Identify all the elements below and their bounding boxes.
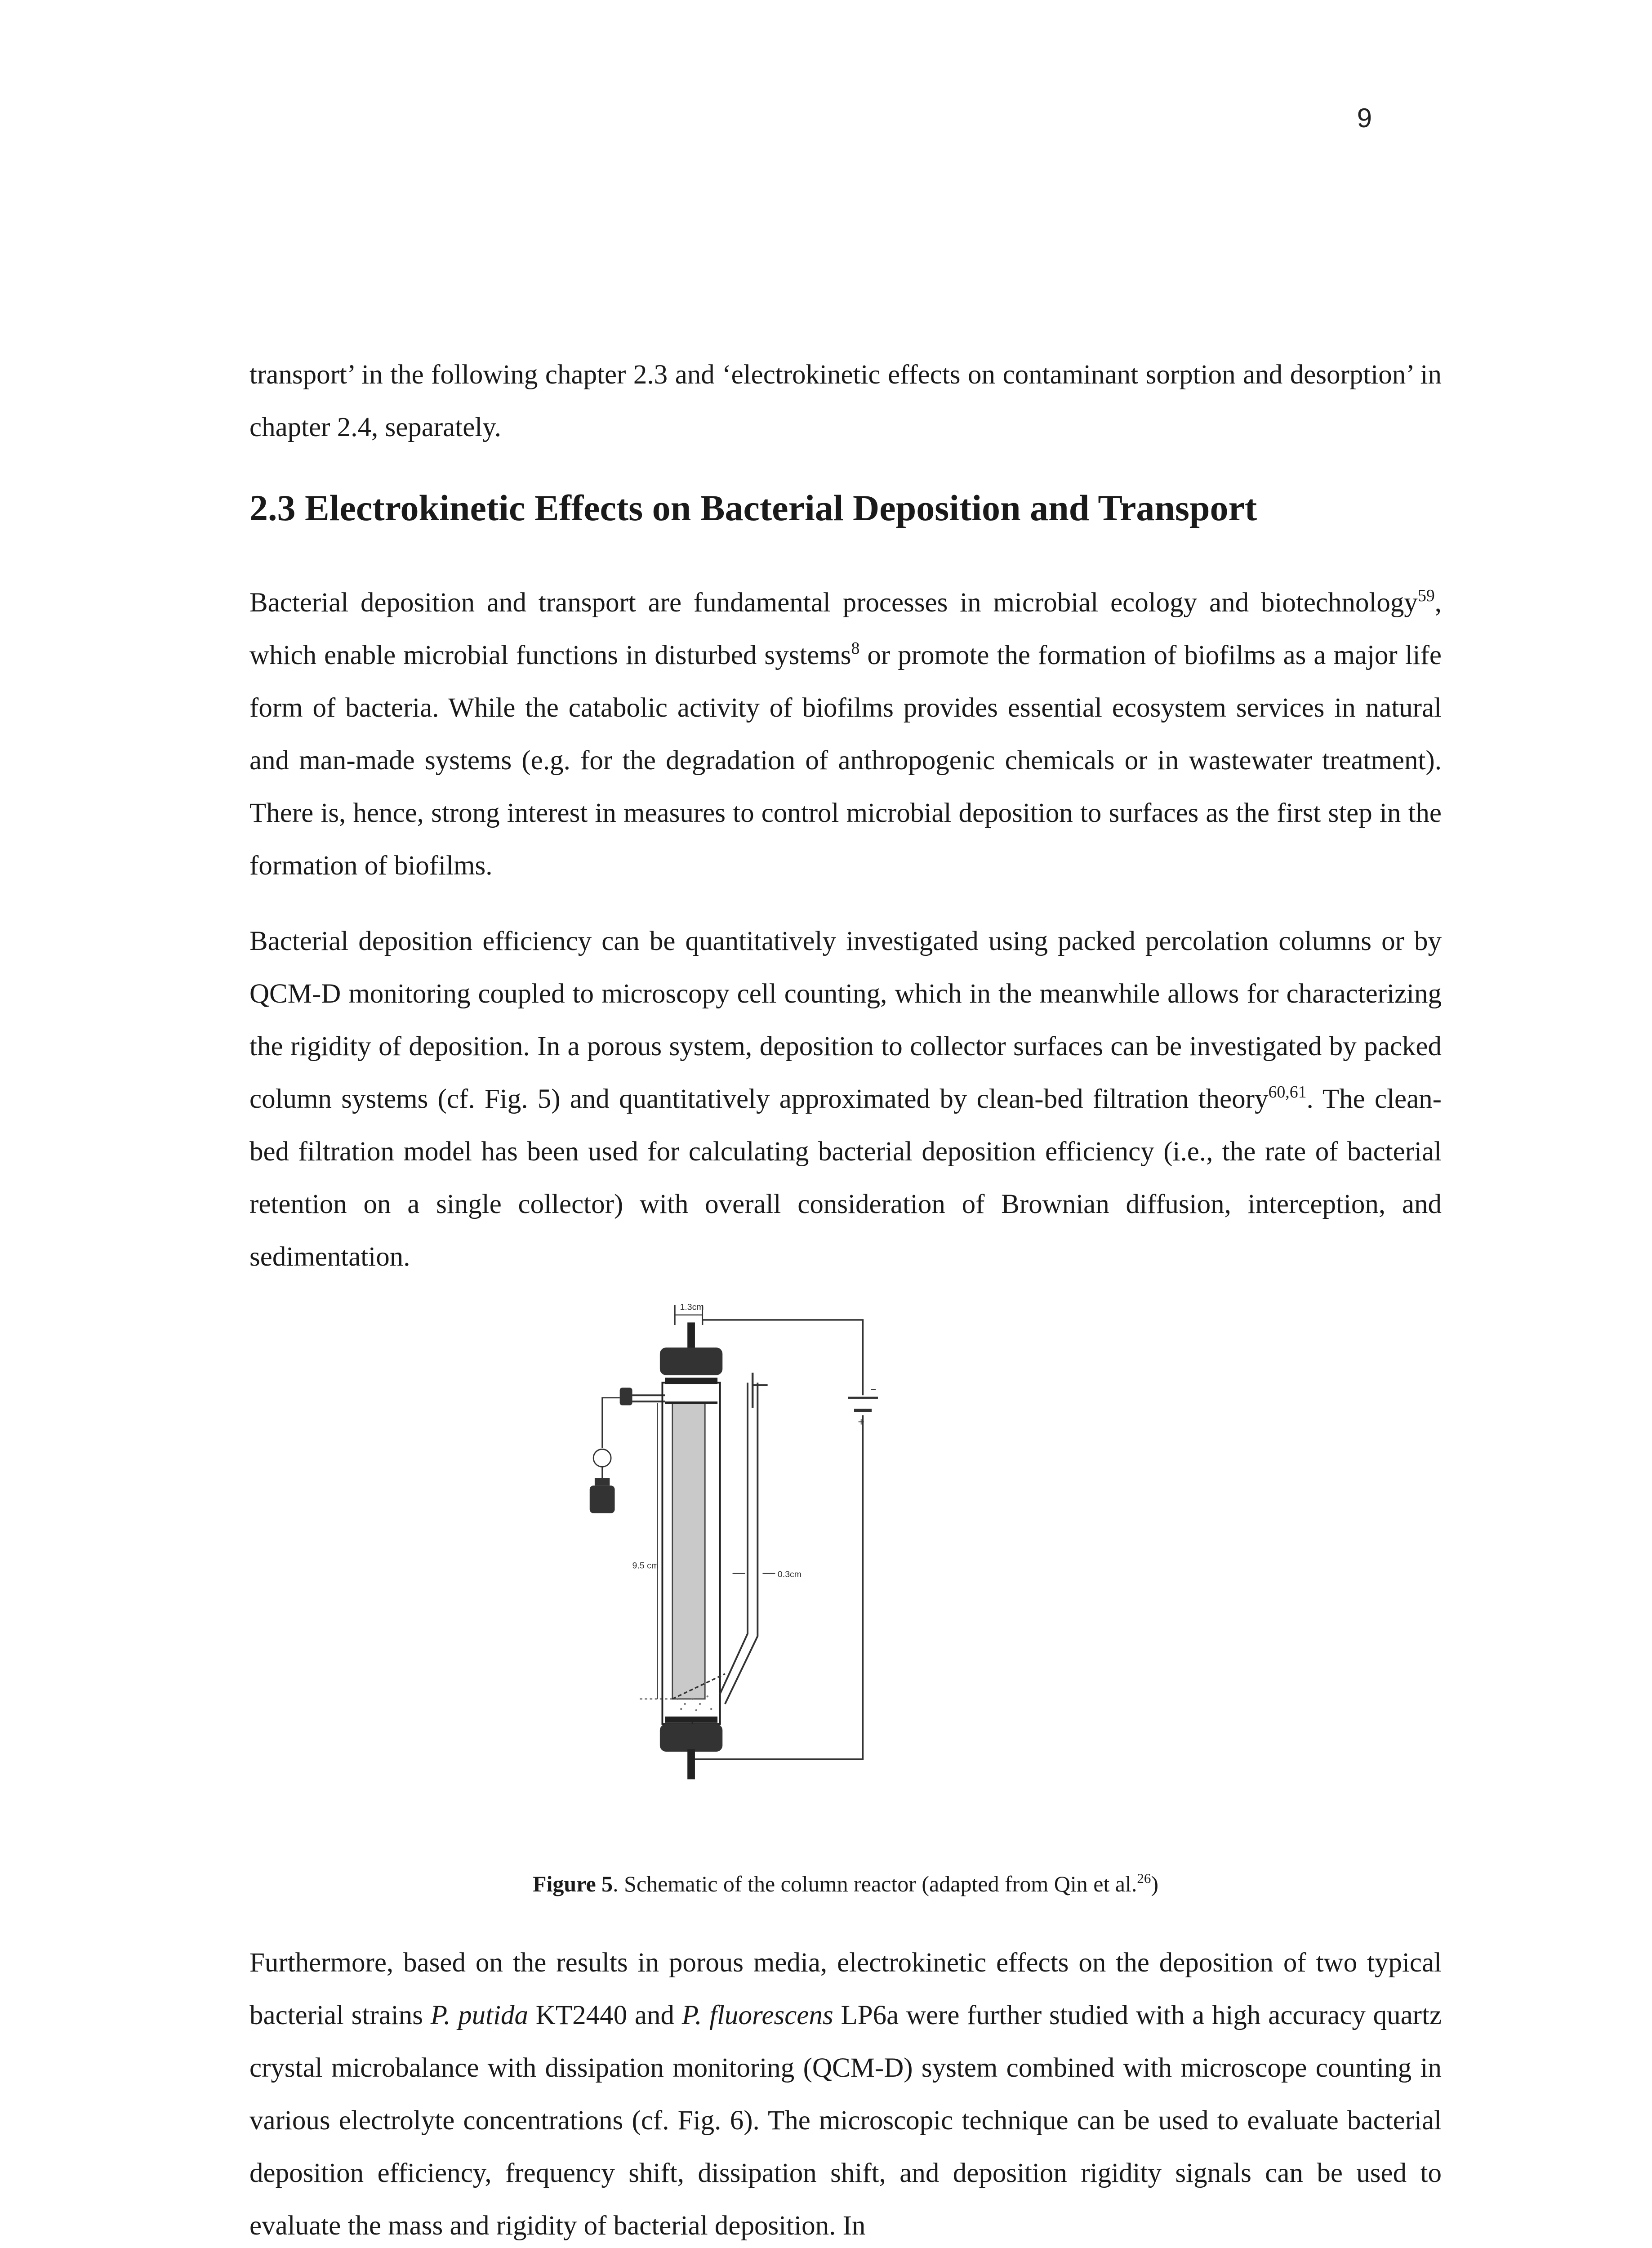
paragraph-intro (249, 348, 1442, 454)
figure-caption-text: . Schematic of the column reactor (adapted from Qin et al. (613, 1871, 1137, 1896)
length-dimension-marker (632, 1403, 672, 1699)
text-segment: Furthermore, based on the results in porous media, electrokinetic effects on the deposition of two typical bacterial strains (249, 1948, 1442, 2030)
column-reactor-schematic (632, 1295, 1061, 1812)
inlet-tube (602, 1388, 665, 1448)
text-segment: Bacterial deposition efficiency can be quantitatively investigated using packed percolation columns or by QCM-D monitoring coupled to microscopy cell counting, which in the meanwhile allows for characterizing the rigidity of deposition. In a porous system, deposition to collector surfaces can be investigated by packed column systems (cf. Fig. 5) and quantitatively approximated by clean-bed filtration theory (249, 926, 1442, 1114)
figure-caption-close: ) (1151, 1871, 1159, 1896)
text-segment: LP6a were further studied with a high accuracy quartz crystal microbalance with dissipation monitoring (QCM-D) system combined with microscope counting in various electrolyte concentrations (cf. Fig. 6). The microscopic technique can be used to evaluate bacterial deposition efficiency, frequency shift, dissipation shift, and deposition rigidity signals can be used to evaluate the mass and rigidity of bacterial deposition. In (249, 2000, 1442, 2241)
text-segment: KT2440 and (528, 2000, 682, 2030)
text-segment: , which enable microbial functions in disturbed systems (249, 588, 1442, 670)
label-top-width: 1.3cm (680, 1302, 704, 1312)
paragraph-qcmd (249, 1936, 1442, 2248)
figure-caption (249, 1868, 1442, 1900)
species-name: P. fluorescens (681, 2000, 833, 2030)
top-dimension-marker (675, 1302, 704, 1325)
species-name: P. putida (430, 2000, 529, 2030)
packed-bed (672, 1403, 705, 1699)
gap-dimension-marker (733, 1570, 802, 1579)
battery-plus-label: + (858, 1415, 865, 1428)
paragraph-bacterial-deposition-text (249, 576, 1442, 892)
bottom-end-cap (660, 1724, 722, 1752)
page-number: 9 (1357, 103, 1372, 133)
text-segment: Bacterial deposition and transport are fundamental processes in microbial ecology and biotechnology (249, 588, 1418, 618)
citation-superscript: 59 (1417, 586, 1435, 605)
paragraph-deposition-efficiency-text (249, 915, 1442, 1283)
top-electrode-rod (687, 1322, 695, 1350)
figure-column-reactor (632, 1295, 1061, 1812)
text-segment: . The clean-bed filtration model has been used for calculating bacterial deposition efficiency (i.e., the rate of bacterial retention on a single collector) with overall consideration of Brownian diffusion, interception, and sedimentation. (249, 1084, 1442, 1272)
paragraph-qcmd-text (249, 1936, 1442, 2248)
paragraph-intro-text: transport’ in the following chapter 2.3 and ‘electrokinetic effects on contaminant sorption and desorption’ in chapter 2.4, separately. (249, 360, 1442, 442)
side-arm-tube (720, 1373, 768, 1704)
figure-caption-label: Figure 5 (532, 1871, 613, 1896)
label-column-length: 9.5 cm (632, 1561, 659, 1571)
top-end-cap (660, 1347, 722, 1375)
battery-minus-label: − (870, 1383, 877, 1395)
label-gap-width: 0.3cm (777, 1570, 802, 1580)
paragraph-bacterial-deposition (249, 576, 1442, 892)
pump-icon (593, 1449, 611, 1481)
citation-superscript: 60,61 (1268, 1082, 1307, 1102)
text-segment: or promote the formation of biofilms as a major life form of bacteria. While the catabolic activity of biofilms provides essential ecosystem services in natural and man-made systems (e.g. for the degradation of anthropogenic chemicals or in wastewater treatment). There is, hence, strong interest in measures to control microbial deposition to surfaces as the first step in the formation of biofilms. (249, 640, 1442, 881)
paragraph-deposition-efficiency (249, 915, 1442, 1283)
circuit-wire (703, 1320, 863, 1395)
reservoir-bottle-icon (590, 1478, 615, 1513)
citation-superscript: 8 (851, 638, 860, 658)
bottom-electrode-rod (687, 1749, 695, 1779)
section-heading: 2.3 Electrokinetic Effects on Bacterial Deposition and Transport (249, 487, 1257, 528)
citation-superscript: 26 (1137, 1870, 1151, 1886)
